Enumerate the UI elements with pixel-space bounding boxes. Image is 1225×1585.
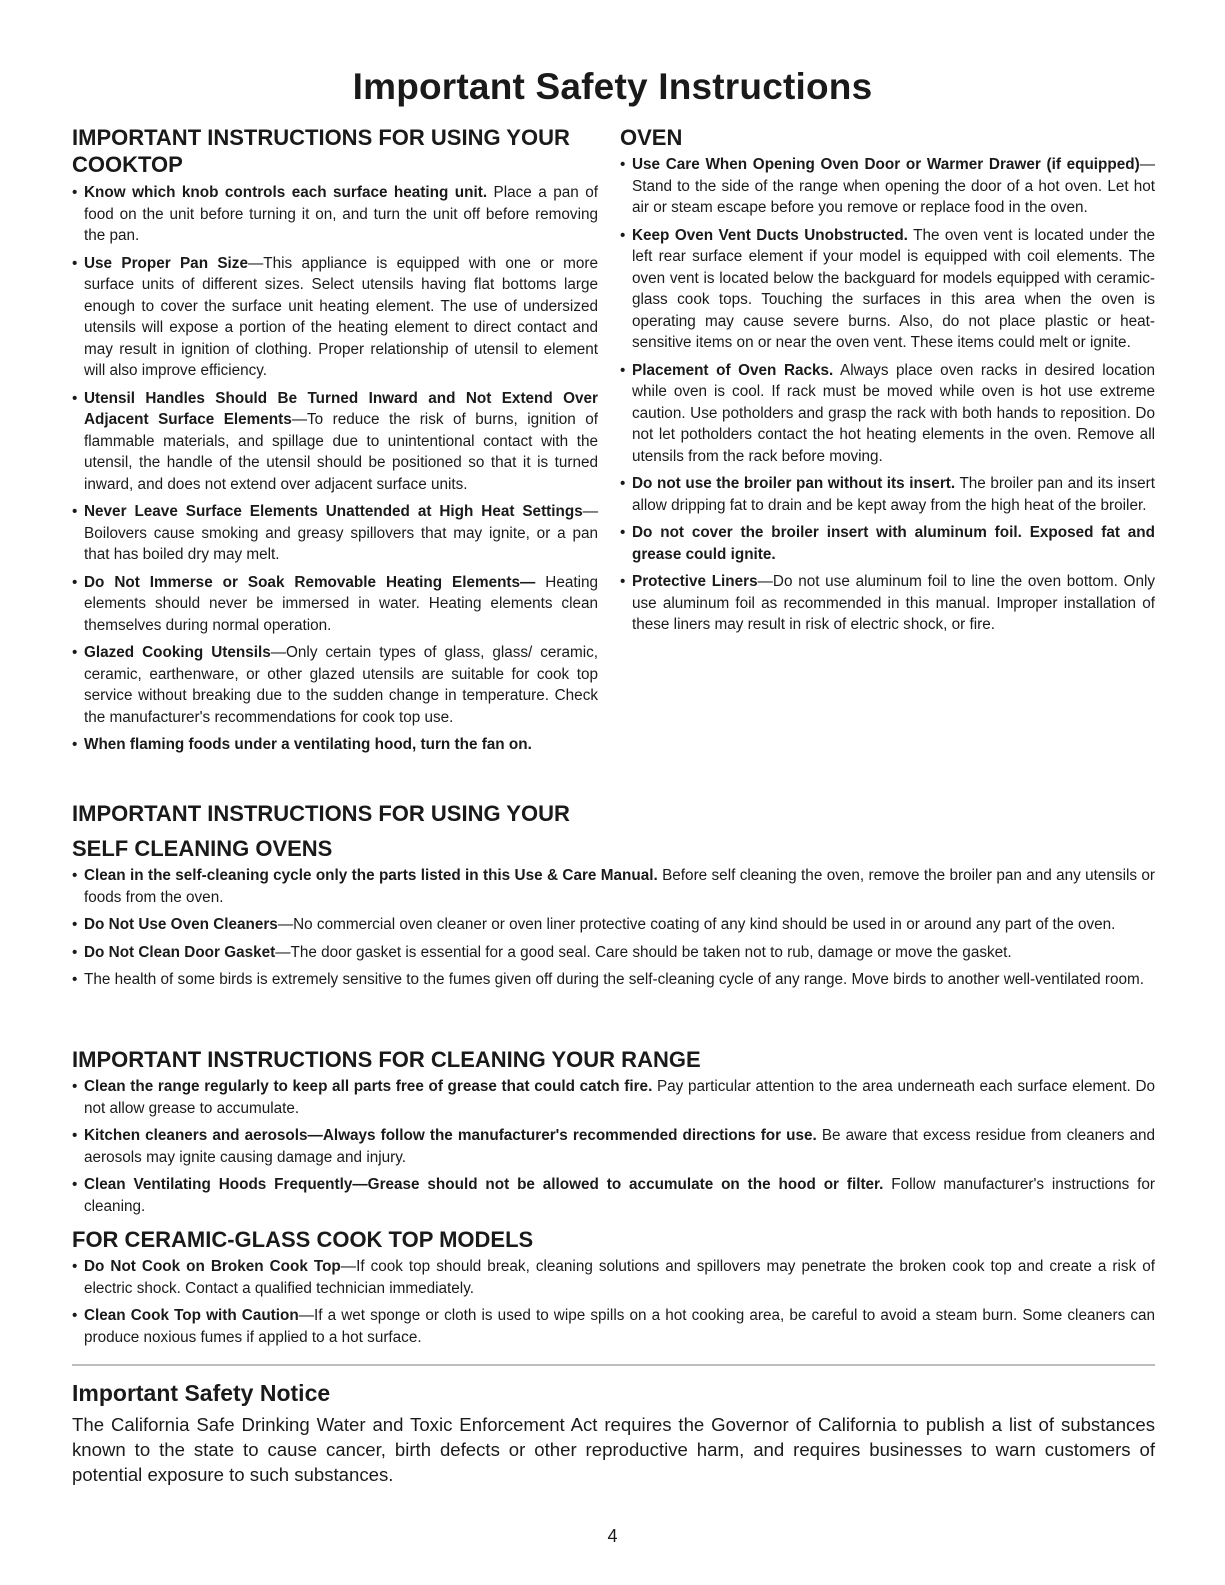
list-item bbox=[72, 388, 598, 496]
list-item bbox=[72, 253, 598, 382]
item-bold: Use Proper Pan Size bbox=[84, 254, 248, 272]
list-item bbox=[72, 969, 1155, 991]
item-text: Before self cleaning the oven, remove the broiler pan and any utensils or foods from the oven. bbox=[84, 867, 1155, 906]
list-item bbox=[72, 914, 1155, 936]
item-bold: Clean the range regularly to keep all parts free of grease that could catch fire. bbox=[84, 1078, 653, 1095]
self-cleaning-heading-line1: IMPORTANT INSTRUCTIONS FOR USING YOUR bbox=[72, 801, 570, 826]
list-item bbox=[620, 154, 1155, 219]
item-bold: Kitchen cleaners and aerosols—Always follow the manufacturer's recommended directions for use. bbox=[84, 1127, 817, 1144]
list-item bbox=[72, 572, 598, 637]
item-text: Pay particular attention to the area underneath each surface element. Do not allow grease to accumulate. bbox=[84, 1078, 1156, 1117]
list-item bbox=[620, 571, 1155, 636]
oven-section bbox=[620, 124, 1155, 642]
ceramic-glass-list bbox=[72, 1256, 1155, 1348]
oven-heading: OVEN bbox=[620, 125, 683, 150]
item-bold: Do Not Clean Door Gasket bbox=[84, 943, 276, 961]
item-bold: When flaming foods under a ventilating hood, turn the fan on. bbox=[84, 736, 532, 753]
cooktop-list bbox=[72, 182, 598, 756]
item-bold: Glazed Cooking Utensils bbox=[84, 644, 271, 661]
list-item bbox=[72, 1125, 1155, 1168]
cleaning-range-section bbox=[72, 1046, 1155, 1223]
item-text: —No commercial oven cleaner or oven liner protective coating of any kind should be used in or around any part of the oven. bbox=[277, 916, 1116, 933]
self-cleaning-heading-line2: SELF CLEANING OVENS bbox=[72, 836, 333, 861]
list-item bbox=[72, 942, 1155, 964]
list-item bbox=[72, 734, 598, 756]
cleaning-range-heading: IMPORTANT INSTRUCTIONS FOR CLEANING YOUR RANGE bbox=[72, 1047, 701, 1072]
self-cleaning-list bbox=[72, 865, 1155, 991]
item-text: —To reduce the risk of burns, ignition of flammable materials, and spillage due to unintentional contact with the utensil, the handle of the utensil should be positioned so that it is turned inward, and does not extend over adjacent surface units. bbox=[84, 411, 598, 493]
item-text: The oven vent is located under the left rear surface element if your model is equipped with coil elements. The oven vent is located below the backguard for models equipped with ceramic-glass cook tops. Touching the surfaces in this area when the oven is operating may cause severe burns. Also, do not place plastic or heat-sensitive items on or near the oven vent. These items could melt or ignite. bbox=[632, 226, 1155, 351]
item-bold: Know which knob controls each surface heating unit. bbox=[84, 184, 488, 201]
item-text: —Stand to the side of the range when opening the door of a hot oven. Let hot air or steam escape before you remove or replace food in the oven. bbox=[632, 156, 1155, 216]
item-text: —Only certain types of glass, glass/ ceramic, ceramic, earthenware, or other glazed utensils are suitable for cook top service without breaking due to the sudden change in temperature. Check the manufacturer's recommendations for cook top use. bbox=[84, 644, 599, 726]
self-cleaning-section bbox=[72, 800, 1155, 997]
item-text: —Boilovers cause smoking and greasy spillovers that may ignite, or a pan that has boiled dry may melt. bbox=[84, 503, 598, 563]
item-text: —If a wet sponge or cloth is used to wipe spills on a hot cooking area, be careful to avoid a steam burn. Some cleaners can produce noxious fumes if applied to a hot surface. bbox=[84, 1307, 1155, 1346]
item-text: Place a pan of food on the unit before turning it on, and turn the unit off before removing the pan. bbox=[84, 184, 598, 244]
item-bold: Do Not Use Oven Cleaners bbox=[84, 916, 278, 933]
list-item bbox=[620, 225, 1155, 354]
ceramic-glass-section bbox=[72, 1226, 1155, 1354]
item-bold: Do not cover the broiler insert with aluminum foil. Exposed fat and grease could ignite. bbox=[632, 524, 1155, 563]
list-item bbox=[620, 522, 1155, 565]
page-number: 4 bbox=[607, 1526, 618, 1546]
list-item bbox=[620, 473, 1155, 516]
item-text: Heating elements should never be immersed in water. Heating elements clean themselves during normal operation. bbox=[84, 573, 599, 634]
list-item bbox=[72, 1076, 1155, 1119]
list-item bbox=[72, 865, 1155, 908]
ceramic-glass-heading: FOR CERAMIC-GLASS COOK TOP MODELS bbox=[72, 1227, 534, 1252]
item-bold: Do not use the broiler pan without its insert. bbox=[632, 475, 956, 492]
notice-body: The California Safe Drinking Water and Toxic Enforcement Act requires the Governor of California to publish a list of substances known to the state to cause cancer, birth defects or other reproductive harm, and requires businesses to warn customers of potential exposure to such substances. bbox=[72, 1414, 1155, 1485]
item-bold: Placement of Oven Racks. bbox=[632, 361, 834, 379]
item-bold: Never Leave Surface Elements Unattended at High Heat Settings bbox=[84, 503, 583, 520]
list-item bbox=[72, 642, 598, 728]
item-bold: Utensil Handles Should Be Turned Inward and Not Extend Over Adjacent Surface Elements bbox=[84, 389, 598, 428]
list-item bbox=[72, 501, 598, 566]
list-item bbox=[72, 1305, 1155, 1348]
list-item bbox=[72, 1174, 1155, 1217]
item-bold: Clean Ventilating Hoods Frequently—Grease should not be allowed to accumulate on the hood or filter. bbox=[84, 1176, 884, 1193]
item-text: Always place oven racks in desired location while oven is cool. If rack must be moved while oven is hot use extreme caution. Use potholders and grasp the rack with both hands to reposition. Do not let potholders contact the hot heating elements in the oven. Remove all utensils from the rack before moving. bbox=[632, 361, 1156, 465]
item-text: The broiler pan and its insert allow dripping fat to drain and be kept away from the high heat of the broiler. bbox=[632, 475, 1155, 514]
list-item bbox=[72, 182, 598, 247]
item-text: —The door gasket is essential for a good seal. Care should be taken not to rub, damage or move the gasket. bbox=[275, 943, 1012, 961]
item-bold: Use Care When Opening Oven Door or Warmer Drawer (if equipped) bbox=[632, 156, 1140, 173]
item-text: Follow manufacturer's instructions for cleaning. bbox=[84, 1176, 1155, 1215]
section-divider bbox=[72, 1364, 1155, 1366]
item-text: —This appliance is equipped with one or more surface units of different sizes. Select utensils having flat bottoms large enough to cover the surface unit heating element. The use of undersized utensils will expose a portion of the heating element to direct contact and may result in ignition of clothing. Proper relationship of utensil to element will also improve efficiency. bbox=[84, 254, 598, 379]
list-item bbox=[620, 360, 1155, 468]
item-bold: Do Not Immerse or Soak Removable Heating Elements— bbox=[84, 573, 536, 591]
item-bold: Do Not Cook on Broken Cook Top bbox=[84, 1258, 341, 1275]
cooktop-heading: IMPORTANT INSTRUCTIONS FOR USING YOUR COOKTOP bbox=[72, 125, 570, 177]
item-text: Be aware that excess residue from cleaners and aerosols may ignite causing damage and injury. bbox=[84, 1127, 1156, 1166]
oven-list bbox=[620, 154, 1155, 636]
page-title: Important Safety Instructions bbox=[352, 66, 873, 107]
item-bold: Clean Cook Top with Caution bbox=[84, 1307, 299, 1324]
item-bold: Protective Liners bbox=[632, 573, 758, 590]
item-bold: Keep Oven Vent Ducts Unobstructed. bbox=[632, 226, 908, 244]
cooktop-section bbox=[72, 124, 598, 762]
item-text: The health of some birds is extremely sensitive to the fumes given off during the self-cleaning cycle of any range. Move birds to another well-ventilated room. bbox=[84, 971, 1144, 988]
item-text: —If cook top should break, cleaning solutions and spillovers may penetrate the broken cook top and create a risk of electric shock. Contact a qualified technician immediately. bbox=[84, 1258, 1156, 1297]
list-item bbox=[72, 1256, 1155, 1299]
cleaning-range-list bbox=[72, 1076, 1155, 1217]
notice-heading: Important Safety Notice bbox=[72, 1380, 331, 1406]
item-bold: Clean in the self-cleaning cycle only the parts listed in this Use & Care Manual. bbox=[84, 867, 658, 884]
item-text: —Do not use aluminum foil to line the oven bottom. Only use aluminum foil as recommended in this manual. Improper installation of these liners may result in risk of electric shock, or fire. bbox=[632, 573, 1155, 633]
